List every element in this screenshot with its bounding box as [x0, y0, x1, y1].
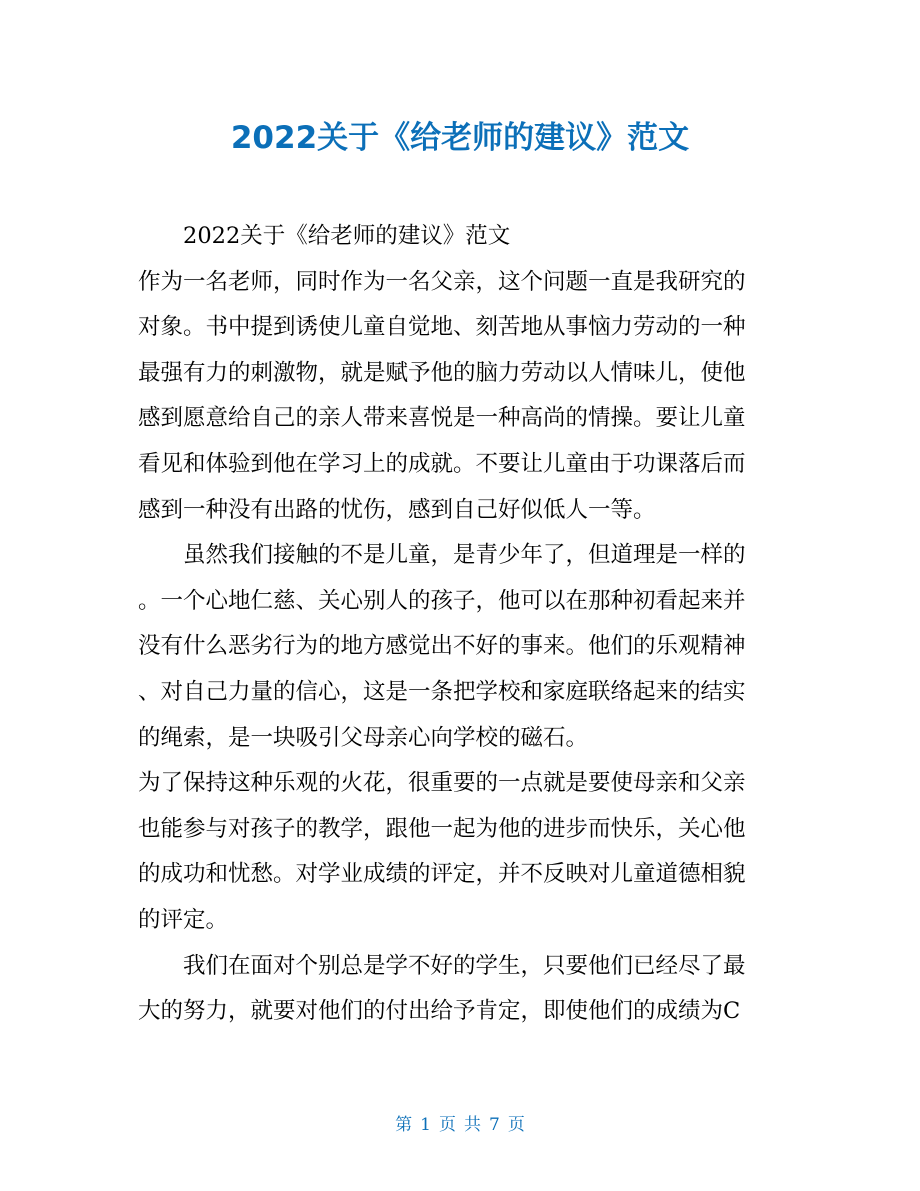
footer-label-mid2: 共	[464, 1115, 481, 1135]
text-line: 为了保持这种乐观的火花，很重要的一点就是要使母亲和父亲	[138, 770, 746, 797]
text-line: 、对自己力量的信心，这是一条把学校和家庭联络起来的结实	[138, 678, 746, 705]
footer-label-post: 页	[507, 1115, 525, 1135]
text-line: 感到一种没有出路的忧伤，感到自己好似低人一等。	[138, 496, 656, 523]
footer-label-pre: 第	[395, 1115, 413, 1135]
text-line: 最强有力的刺激物，就是赋予他的脑力劳动以人情味儿，使他	[138, 359, 746, 386]
text-line: 我们在面对个别总是学不好的学生，只要他们已经尽了最	[183, 952, 746, 979]
text-line: 作为一名老师，同时作为一名父亲，这个问题一直是我研究的	[138, 268, 746, 295]
footer-page-total: 7	[489, 1115, 500, 1135]
text-line: 大的努力，就要对他们的付出给予肯定，即使他们的成绩为C	[138, 998, 741, 1025]
text-line: 看见和体验到他在学习上的成就。不要让儿童由于功课落后而	[138, 450, 746, 477]
text-line: 2022关于《给老师的建议》范文	[183, 223, 511, 249]
page-footer	[0, 1110, 920, 1140]
text-line: 的绳索，是一块吸引父母亲心向学校的磁石。	[138, 724, 589, 751]
footer-label-mid1: 页	[439, 1115, 456, 1135]
text-line: 的成功和忧愁。对学业成绩的评定，并不反映对儿童道德相貌	[138, 861, 746, 888]
text-line: 也能参与对孩子的教学，跟他一起为他的进步而快乐，关心他	[138, 815, 746, 842]
text-line: 没有什么恶劣行为的地方感觉出不好的事来。他们的乐观精神	[138, 633, 746, 660]
text-line: 对象。书中提到诱使儿童自觉地、刻苦地从事恼力劳动的一种	[138, 314, 746, 341]
text-line: 感到愿意给自己的亲人带来喜悦是一种高尚的情操。要让儿童	[138, 405, 746, 432]
document-title: 2022关于《给老师的建议》范文	[230, 120, 690, 156]
text-line: 。一个心地仁慈、关心别人的孩子，他可以在那种初看起来并	[138, 587, 746, 614]
text-line: 虽然我们接触的不是儿童，是青少年了，但道理是一样的	[183, 542, 746, 569]
document-body	[138, 214, 788, 1035]
footer-page-current: 1	[420, 1115, 431, 1135]
text-line: 的评定。	[138, 906, 229, 933]
